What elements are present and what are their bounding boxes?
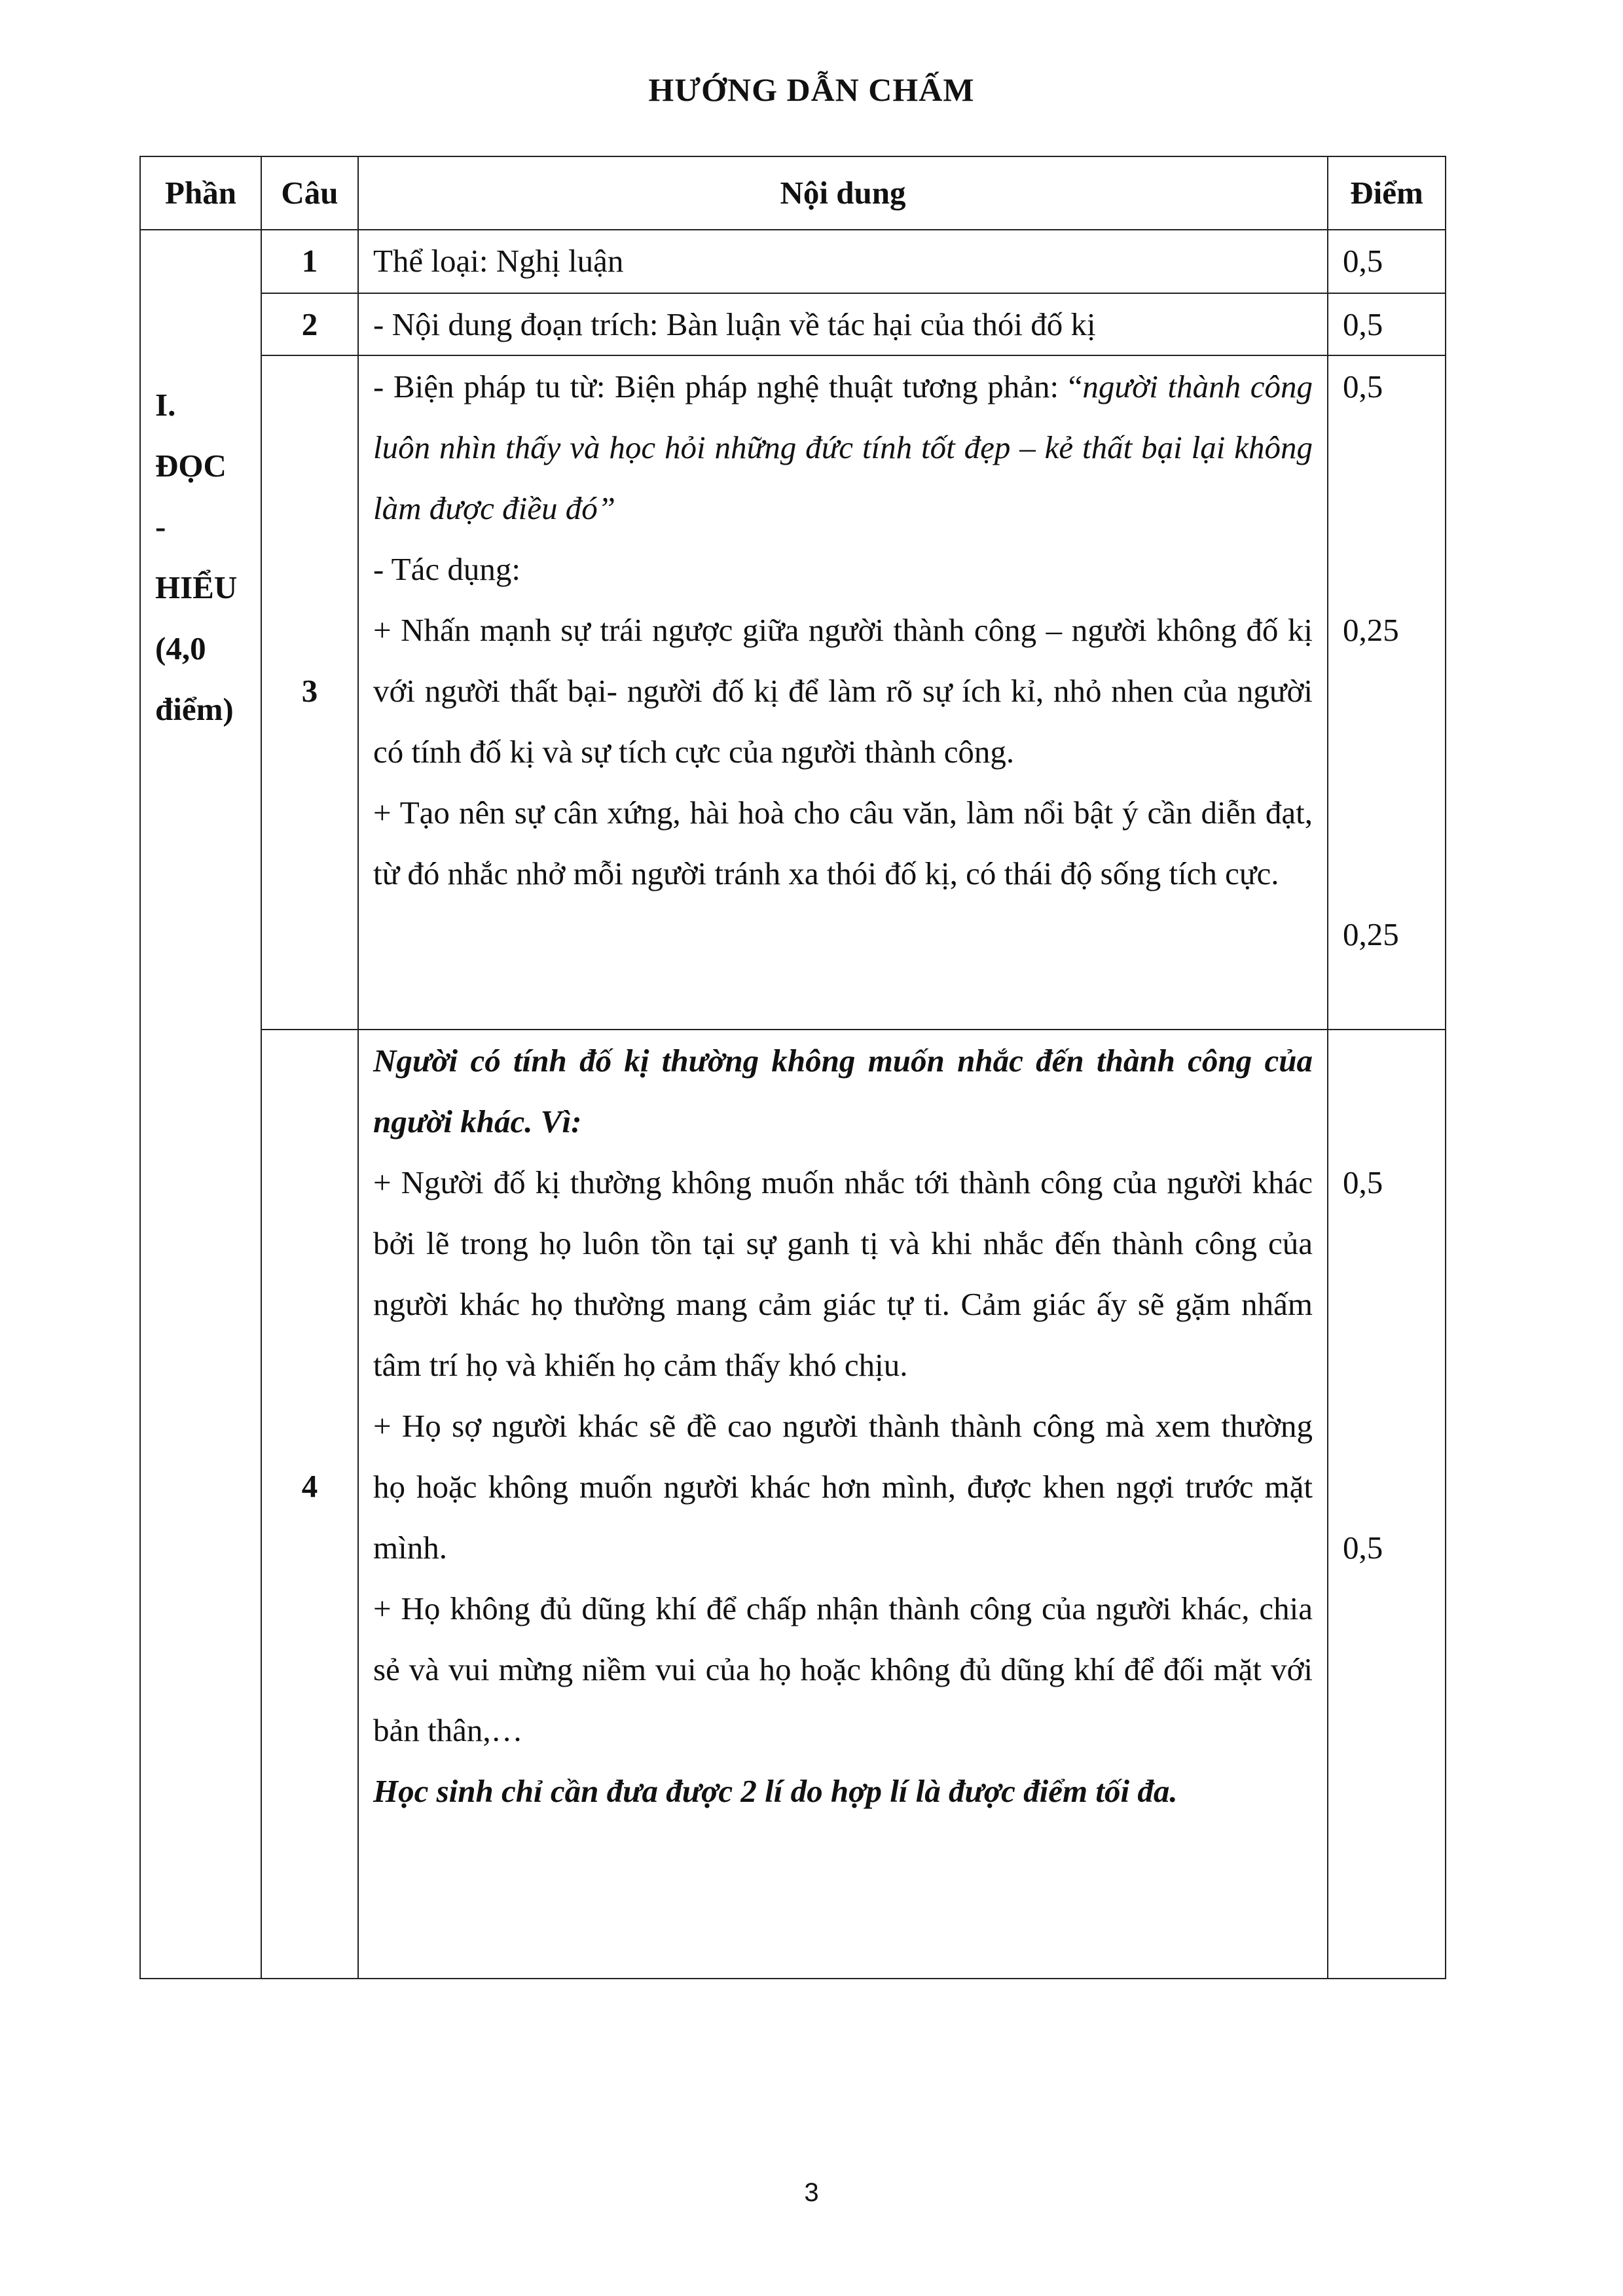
question-number: 2 — [261, 293, 358, 355]
question-number — [261, 355, 358, 1030]
question-number: 1 — [261, 230, 358, 293]
answer-content — [358, 230, 1328, 293]
device-quote-close: ” — [597, 490, 616, 526]
device-intro: - Biện pháp tu từ: Biện pháp nghệ thuật tương phản: “ — [373, 368, 1083, 404]
question-number-text: 4 — [301, 1468, 318, 1504]
header-content: Nội dung — [358, 156, 1328, 230]
score-value: 0,5 — [1343, 368, 1383, 404]
score-cell — [1328, 355, 1446, 1030]
table-row — [140, 293, 1446, 355]
score-value: 0,25 — [1343, 916, 1399, 952]
header-question: Câu — [261, 156, 358, 230]
header-score: Điểm — [1328, 156, 1446, 230]
page-title: HƯỚNG DẪN CHẤM — [648, 71, 975, 108]
section-line: - — [155, 509, 166, 545]
device-quote: người thành công luôn nhìn thấy và học hỏi những đức tính tốt đẹp – kẻ thất bại lại không làm được điều đó — [373, 368, 1313, 526]
table-row — [140, 355, 1446, 1030]
page-number: 3 — [804, 2178, 819, 2207]
score-value: 0,5 — [1343, 1164, 1383, 1200]
table-row — [140, 230, 1446, 293]
score-value: 0,5 — [1343, 243, 1383, 279]
content-text: - Nội dung đoạn trích: Bàn luận về tác hại của thói đố kị — [373, 306, 1096, 342]
score-cell — [1328, 1030, 1446, 1979]
answer-content — [358, 293, 1328, 355]
section-line: (4,0 — [155, 630, 206, 666]
section-line: điểm) — [155, 691, 234, 727]
score-cell — [1328, 230, 1446, 293]
reason-point: + Họ không đủ dũng khí để chấp nhận thành công của người khác, chia sẻ và vui mừng niềm vui của họ hoặc không đủ dũng khí để đối mặt với bản thân,… — [373, 1590, 1313, 1748]
score-cell — [1328, 293, 1446, 355]
section-line: I. — [155, 387, 176, 423]
section-line: HIỂU — [155, 569, 238, 605]
reason-point: + Họ sợ người khác sẽ đề cao người thành thành công mà xem thường họ hoặc không muốn người khác hơn mình, được khen ngợi trước mặt mình. — [373, 1408, 1313, 1566]
question-number-text: 3 — [301, 673, 318, 709]
effect-point: + Nhấn mạnh sự trái ngược giữa người thành công – người không đố kị với người thất bại- người đố kị để làm rõ sự ích kỉ, nhỏ nhen của người có tính đố kị và sự tích cực của người thành công. — [373, 612, 1313, 770]
effect-point: + Tạo nên sự cân xứng, hài hoà cho câu văn, làm nổi bật ý cần diễn đạt, từ đó nhắc nhở mỗi người tránh xa thói đố kị, có thái độ sống tích cực. — [373, 795, 1313, 891]
question-number — [261, 1030, 358, 1979]
table-header-row — [140, 156, 1446, 230]
answer-content — [358, 1030, 1328, 1979]
reason-point: + Người đố kị thường không muốn nhắc tới thành công của người khác bởi lẽ trong họ luôn tồn tại sự ganh tị và khi nhắc đến thành công của người khác họ thường mang cảm giác tự ti. Cảm giác ấy sẽ gặm nhấm tâm trí họ và khiến họ cảm thấy khó chịu. — [373, 1164, 1313, 1383]
content-text — [373, 356, 1313, 539]
reason-heading: Người có tính đố kị thường không muốn nhắc đến thành công của người khác. Vì: — [373, 1043, 1313, 1139]
effect-label: - Tác dụng: — [373, 551, 520, 587]
grading-note: Học sinh chỉ cần đưa được 2 lí do hợp lí là được điểm tối đa. — [373, 1773, 1178, 1809]
section-line: ĐỌC — [155, 448, 227, 484]
scoring-table — [139, 156, 1446, 1979]
header-part: Phần — [140, 156, 261, 230]
score-value: 0,5 — [1343, 1530, 1383, 1566]
answer-content — [358, 355, 1328, 1030]
score-value: 0,5 — [1343, 306, 1383, 342]
score-value: 0,25 — [1343, 612, 1399, 648]
content-text: Thể loại: Nghị luận — [373, 243, 624, 279]
section-cell — [140, 230, 261, 1979]
table-row — [140, 1030, 1446, 1979]
